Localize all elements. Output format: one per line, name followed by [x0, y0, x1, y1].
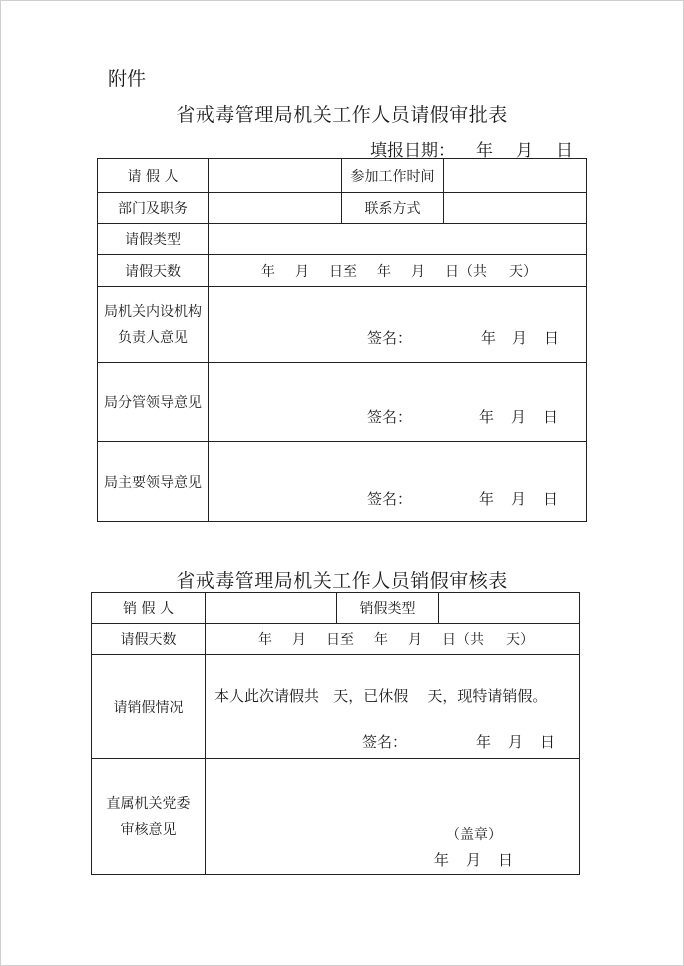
dept-label: 部门及职务 [98, 193, 209, 224]
work-start-label: 参加工作时间 [342, 159, 444, 193]
contact-label: 联系方式 [342, 193, 444, 224]
chief-opinion-field[interactable] [209, 442, 587, 522]
cancel-days-field[interactable] [206, 624, 580, 655]
date-month: 月 [466, 851, 482, 869]
leave-type-label: 请假类型 [98, 224, 209, 255]
fill-date-month: 月 [516, 141, 533, 161]
cancel-leave-table [91, 592, 580, 875]
signature-label: 签名： [362, 733, 408, 751]
date-day: 日 [543, 408, 559, 426]
date-day: 日 [540, 733, 556, 751]
days-year-1: 年 [261, 263, 275, 280]
days-day-1: 日至 [326, 632, 354, 648]
party-label-line2: 审核意见 [120, 821, 177, 838]
date-month: 月 [511, 490, 527, 508]
days-day-2: 日（共 [442, 632, 484, 648]
days-month-1: 月 [292, 632, 306, 648]
party-label [92, 759, 206, 875]
leave-approval-table [97, 158, 587, 522]
dept-field[interactable] [209, 193, 342, 224]
date-day: 日 [543, 490, 559, 508]
situation-label: 请销假情况 [92, 655, 206, 759]
date-year: 年 [476, 733, 492, 751]
internal-head-opinion-field[interactable] [209, 287, 587, 363]
days-year-2: 年 [377, 263, 391, 280]
applicant-field[interactable] [209, 159, 342, 193]
date-year: 年 [434, 851, 450, 869]
days-day-2: 日（共 [445, 263, 487, 280]
days-year-2: 年 [374, 632, 388, 648]
applicant-label: 请 假 人 [98, 159, 209, 193]
internal-head-label-line1: 局机关内设机构 [104, 303, 202, 320]
days-total: 天） [506, 632, 534, 648]
days-month-2: 月 [408, 632, 422, 648]
cancel-type-field[interactable] [439, 593, 580, 624]
chief-label: 局主要领导意见 [98, 442, 209, 522]
leave-days-label: 请假天数 [98, 255, 209, 287]
cancel-type-label: 销假类型 [337, 593, 439, 624]
days-total: 天） [509, 263, 537, 280]
days-year-1: 年 [258, 632, 272, 648]
fill-date-label: 填报日期： [370, 141, 455, 161]
party-label-line1: 直属机关党委 [106, 795, 191, 812]
signature-label: 签名： [367, 329, 413, 347]
party-opinion-field[interactable] [206, 759, 580, 875]
cancel-form-title: 省戒毒管理局机关工作人员销假审核表 [176, 570, 508, 592]
date-year: 年 [479, 490, 495, 508]
contact-field[interactable] [444, 193, 587, 224]
signature-label: 签名： [367, 408, 413, 426]
deputy-opinion-field[interactable] [209, 363, 587, 442]
internal-head-label [98, 287, 209, 363]
date-day: 日 [544, 329, 560, 347]
deputy-label: 局分管领导意见 [98, 363, 209, 442]
days-month-1: 月 [295, 263, 309, 280]
date-year: 年 [479, 408, 495, 426]
leave-form-title: 省戒毒管理局机关工作人员请假审批表 [176, 104, 508, 126]
days-day-1: 日至 [329, 263, 357, 280]
attachment-label: 附件 [108, 68, 147, 90]
date-day: 日 [498, 851, 514, 869]
situation-text: 本人此次请假共 天，已休假 天，现特请销假。 [214, 687, 548, 705]
fill-date-year: 年 [476, 141, 493, 161]
cancel-days-label: 请假天数 [92, 624, 206, 655]
internal-head-label-line2: 负责人意见 [118, 329, 188, 346]
date-month: 月 [512, 329, 528, 347]
date-year: 年 [481, 329, 497, 347]
signature-label: 签名： [367, 490, 413, 508]
leave-days-field[interactable] [209, 255, 587, 287]
date-month: 月 [508, 733, 524, 751]
cancel-applicant-field[interactable] [206, 593, 337, 624]
days-month-2: 月 [411, 263, 425, 280]
cancel-applicant-label: 销 假 人 [92, 593, 206, 624]
leave-type-field[interactable] [209, 224, 587, 255]
date-month: 月 [511, 408, 527, 426]
fill-date-day: 日 [556, 141, 573, 161]
work-start-field[interactable] [444, 159, 587, 193]
situation-field[interactable] [206, 655, 580, 759]
seal-label: （盖章） [446, 827, 502, 843]
